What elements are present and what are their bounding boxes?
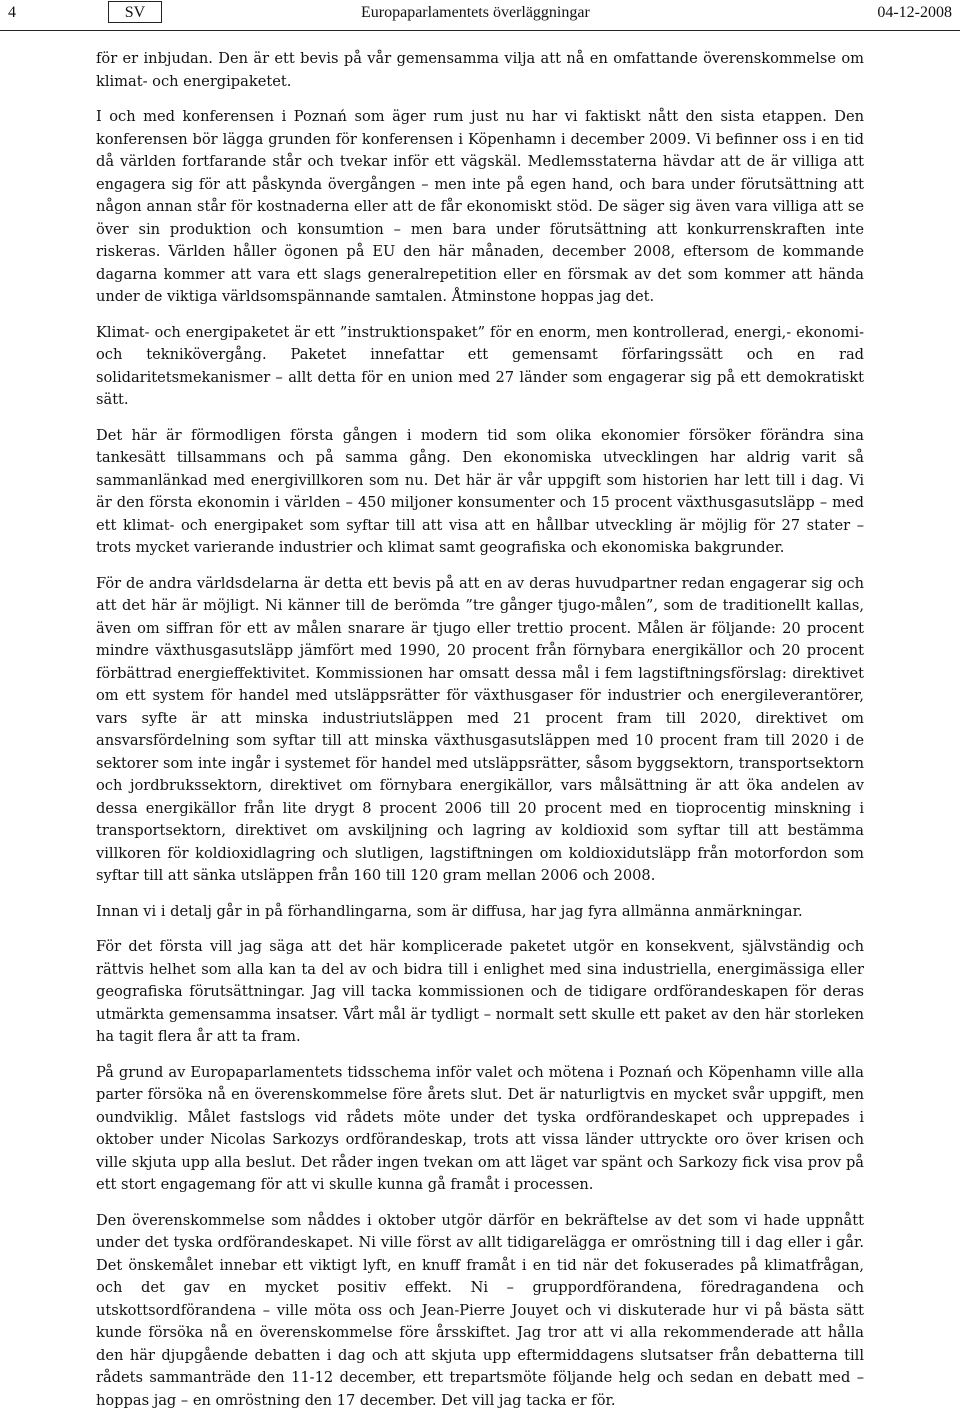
paragraph-9: Den överenskommelse som nåddes i oktober utgör därför en bekräftelse av det som vi hade uppnått under det tyska ordförandeskapet. Ni ville först av allt tidigarelägga er omröstning till i dag eller i går. Det önskemålet innebar ett viktigt lyft, en knuff framåt i en tid när det fokuserades på klimatfrågan, och det gav en mycket positiv effekt. Ni – gruppordförandena, föredragandena och utskottsordförandena – ville möta oss och Jean-Pierre Jouyet och vi diskuterade hur vi på bästa sätt kunde försöka nå en överenskommelse före årsskiftet. Jag tror att vi alla rekommenderade att hålla den här djupgående debatten i dag och att skjuta upp eftermiddagens slutsatser från debatterna till rådets sammanträde den 11-12 december, ett trepartsmöte följande helg och sedan en debatt med – hoppas jag – en omröstning den 17 december. Det vill jag tacka er för. xyxy=(96,1211,864,1409)
page-header xyxy=(0,0,960,30)
paragraph-1: för er inbjudan. Den är ett bevis på vår gemensamma vilja att nå en omfattande överenskommelse om klimat- och energipaketet. xyxy=(96,50,864,90)
paragraph-8: På grund av Europaparlamentets tidsschema inför valet och mötena i Poznań och Köpenhamn ville alla parter försöka nå en överenskommelse före årets slut. Det är naturligtvis en mycket svår uppgift, men oundviklig. Målet fastslogs vid rådets möte under det tyska ordförandeskapet och upprepades i oktober under Nicolas Sarkozys ordförandeskap, trots att vissa länder uttryckte oro över krisen och ville skjuta upp alla beslut. Det råder ingen tvekan om att läget var spänt och Sarkozy fick visa prov på ett stort engagemang för att vi skulle kunna gå framåt i processen. xyxy=(96,1063,864,1193)
document-date: 04-12-2008 xyxy=(877,4,952,21)
paragraph-3: Klimat- och energipaketet är ett ”instruktionspaket” för en enorm, men kontrollerad, energi,- ekonomi- och teknikövergång. Paketet innefattar ett gemensamt förfaringssätt och en rad solidaritetsmekanismer – allt detta för en union med 27 länder som engagerar sig på ett demokratiskt sätt. xyxy=(96,323,864,408)
paragraph-2: I och med konferensen i Poznań som äger rum just nu har vi faktiskt nått den sista etappen. Den konferensen bör lägga grunden för konferensen i Köpenhamn i december 2009. Vi befinner oss i en tid då världen fortfarande står och tvekar inför ett vägskäl. Medlemsstaterna hävdar att de är villiga att engagera sig för att påskynda övergången – men inte på egen hand, och bara under förutsättning att någon annan står för kostnaderna eller att de får ekonomiskt stöd. De säger sig även vara villiga att se över sin produktion och konsumtion – men bara under förutsättning att konkurrenskraften inte riskeras. Världen håller ögonen på EU den här månaden, december 2008, eftersom de kommande dagarna kommer att vara ett slags generalrepetition eller en försmak av det som kommer att hända under de viktiga världsomspännande samtalen. Åtminstone hoppas jag det. xyxy=(96,108,864,305)
paragraph-7: För det första vill jag säga att det här komplicerade paketet utgör en konsekvent, självständig och rättvis helhet som alla kan ta del av och bidra till i enlighet med sina industriella, energimässiga eller geografiska förutsättningar. Jag vill tacka kommissionen och de tidigare ordförandeskapen för deras utmärkta gemensamma insatser. Vårt mål är tydligt – normalt sett skulle ett paket av den här storleken ha tagit flera år att ta fram. xyxy=(96,938,864,1045)
document-title: Europaparlamentets överläggningar xyxy=(361,4,590,21)
paragraph-6: Innan vi i detalj går in på förhandlingarna, som är diffusa, har jag fyra allmänna anmärkningar. xyxy=(96,902,803,920)
language-code-box: SV xyxy=(108,1,162,23)
page-number: 4 xyxy=(8,4,16,21)
paragraph-4: Det här är förmodligen första gången i modern tid som olika ekonomier försöker förändra sina tankesätt tillsammans och på samma gång. Den ekonomiska utvecklingen har aldrig varit så sammanlänkad med energivillkoren som nu. Det här är vår uppgift som historien har lett till i dag. Vi är den första ekonomin i världen – 450 miljoner konsumenter och 15 procent växthusgasutsläpp – med ett klimat- och energipaket som syftar till att visa att en hållbar utveckling är möjlig för 27 stater – trots mycket varierande industrier och klimat samt geografiska och ekonomiska bakgrunder. xyxy=(96,426,864,556)
document-body xyxy=(96,48,864,1425)
header-divider xyxy=(0,30,960,31)
paragraph-5: För de andra världsdelarna är detta ett bevis på att en av deras huvudpartner redan engagerar sig och att det här är möjligt. Ni känner till de berömda ”tre gånger tjugo-målen”, som de traditionellt kallas, även om siffran för ett av målen snarare är tjugo eller trettio procent. Målen är följande: 20 procent mindre växthusgasutsläpp jämfört med 1990, 20 procent från förnybara energikällor och 20 procent förbättrad energieffektivitet. Kommissionen har omsatt dessa mål i fem lagstiftningsförslag: direktivet om ett system för handel med utsläppsrätter för växthusgaser för industrier och energileverantörer, vars syfte är att minska industriutsläppen med 21 procent fram till 2020, direktivet om ansvarsfördelning som syftar till att minska växthusgasutsläppen med 10 procent fram till 2020 i de sektorer som inte ingår i systemet för handel med utsläppsrätter, såsom byggsektorn, transportsektorn och jordbrukssektorn, direktivet om förnybara energikällor, vars målsättning är att öka andelen av dessa energikällor från lite drygt 8 procent 2006 till 20 procent med en tioprocentig minskning i transportsektorn, direktivet om avskiljning och lagring av koldioxid som syftar till att bestämma villkoren för koldioxidlagring och slutligen, lagstiftningen om koldioxidutsläpp från motorfordon som syftar till att sänka utsläppen från 160 till 120 gram mellan 2006 och 2008. xyxy=(96,574,864,884)
